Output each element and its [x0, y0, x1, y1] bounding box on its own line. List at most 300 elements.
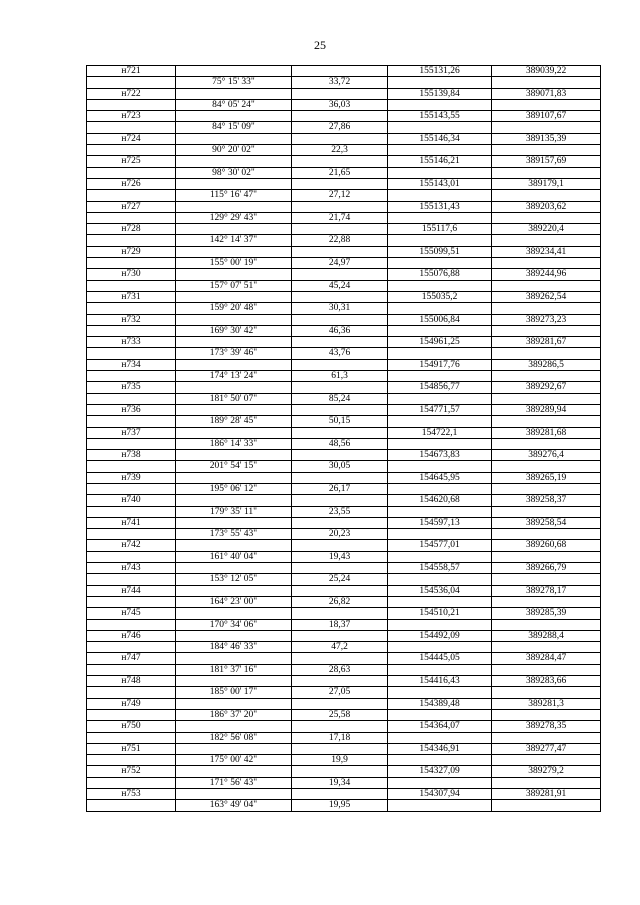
direction-angle-cell: 201° 54' 15": [176, 461, 292, 472]
point-row: [87, 427, 601, 438]
x-coordinate-cell-empty: [388, 393, 492, 404]
point-name-cell-empty: [87, 416, 176, 427]
point-name-cell-empty: [87, 506, 176, 517]
y-coordinate-cell-empty: [492, 416, 601, 427]
point-name-cell: н726: [87, 178, 176, 189]
segment-length-cell: 27,86: [292, 122, 388, 133]
angle-cell-empty: [176, 382, 292, 393]
segment-row: [87, 800, 601, 811]
angle-cell-empty: [176, 585, 292, 596]
segment-length-cell: 25,24: [292, 574, 388, 585]
direction-angle-cell: 153° 12' 05": [176, 574, 292, 585]
direction-angle-cell: 84° 15' 09": [176, 122, 292, 133]
length-cell-empty: [292, 789, 388, 800]
segment-row: [87, 574, 601, 585]
segment-row: [87, 258, 601, 269]
segment-row: [87, 325, 601, 336]
direction-angle-cell: 157° 07' 51": [176, 280, 292, 291]
direction-angle-cell: 159° 20' 48": [176, 303, 292, 314]
point-name-cell-empty: [87, 551, 176, 562]
angle-cell-empty: [176, 427, 292, 438]
point-name-cell: н748: [87, 676, 176, 687]
point-row: [87, 789, 601, 800]
point-name-cell-empty: [87, 574, 176, 585]
x-coordinate-cell-empty: [388, 483, 492, 494]
y-coordinate-cell-empty: [492, 212, 601, 223]
point-name-cell: н721: [87, 66, 176, 77]
direction-angle-cell: 186° 37' 20": [176, 709, 292, 720]
x-coordinate-cell-empty: [388, 212, 492, 223]
direction-angle-cell: 184° 46' 33": [176, 642, 292, 653]
point-name-cell: н727: [87, 201, 176, 212]
point-row: [87, 630, 601, 641]
x-coordinate-cell-empty: [388, 619, 492, 630]
x-coordinate-cell: 154673,83: [388, 450, 492, 461]
point-row: [87, 766, 601, 777]
point-row: [87, 563, 601, 574]
segment-length-cell: 85,24: [292, 393, 388, 404]
length-cell-empty: [292, 178, 388, 189]
direction-angle-cell: 115° 16' 47": [176, 190, 292, 201]
point-name-cell-empty: [87, 167, 176, 178]
y-coordinate-cell-empty: [492, 303, 601, 314]
point-name-cell-empty: [87, 77, 176, 88]
segment-length-cell: 61,3: [292, 371, 388, 382]
x-coordinate-cell-empty: [388, 145, 492, 156]
direction-angle-cell: 189° 28' 45": [176, 416, 292, 427]
page-number: 25: [314, 38, 326, 52]
y-coordinate-cell: 389286,5: [492, 359, 601, 370]
point-name-cell: н723: [87, 111, 176, 122]
point-name-cell-empty: [87, 212, 176, 223]
segment-row: [87, 99, 601, 110]
length-cell-empty: [292, 269, 388, 280]
x-coordinate-cell: 155146,34: [388, 133, 492, 144]
length-cell-empty: [292, 653, 388, 664]
x-coordinate-cell-empty: [388, 280, 492, 291]
angle-cell-empty: [176, 314, 292, 325]
segment-row: [87, 393, 601, 404]
point-name-cell: н753: [87, 789, 176, 800]
length-cell-empty: [292, 291, 388, 302]
point-row: [87, 246, 601, 257]
x-coordinate-cell: 154558,57: [388, 563, 492, 574]
x-coordinate-cell-empty: [388, 303, 492, 314]
x-coordinate-cell-empty: [388, 461, 492, 472]
x-coordinate-cell: 155006,84: [388, 314, 492, 325]
length-cell-empty: [292, 66, 388, 77]
y-coordinate-cell-empty: [492, 506, 601, 517]
segment-row: [87, 371, 601, 382]
point-name-cell-empty: [87, 755, 176, 766]
point-name-cell-empty: [87, 732, 176, 743]
x-coordinate-cell: 155099,51: [388, 246, 492, 257]
y-coordinate-cell-empty: [492, 190, 601, 201]
x-coordinate-cell-empty: [388, 325, 492, 336]
angle-cell-empty: [176, 608, 292, 619]
point-name-cell: н736: [87, 404, 176, 415]
y-coordinate-cell-empty: [492, 99, 601, 110]
angle-cell-empty: [176, 359, 292, 370]
point-name-cell: н747: [87, 653, 176, 664]
x-coordinate-cell: 155117,6: [388, 224, 492, 235]
point-row: [87, 111, 601, 122]
segment-row: [87, 642, 601, 653]
point-row: [87, 540, 601, 551]
angle-cell-empty: [176, 246, 292, 257]
direction-angle-cell: 90° 20' 02": [176, 145, 292, 156]
point-name-cell-empty: [87, 348, 176, 359]
segment-length-cell: 20,23: [292, 529, 388, 540]
direction-angle-cell: 164° 23' 00": [176, 596, 292, 607]
point-row: [87, 156, 601, 167]
direction-angle-cell: 161° 40' 04": [176, 551, 292, 562]
x-coordinate-cell-empty: [388, 99, 492, 110]
x-coordinate-cell-empty: [388, 190, 492, 201]
angle-cell-empty: [176, 337, 292, 348]
y-coordinate-cell-empty: [492, 77, 601, 88]
direction-angle-cell: 174° 13' 24": [176, 371, 292, 382]
segment-length-cell: 19,34: [292, 777, 388, 788]
x-coordinate-cell: 154856,77: [388, 382, 492, 393]
point-name-cell-empty: [87, 258, 176, 269]
y-coordinate-cell-empty: [492, 619, 601, 630]
x-coordinate-cell-empty: [388, 529, 492, 540]
length-cell-empty: [292, 517, 388, 528]
y-coordinate-cell: 389284,47: [492, 653, 601, 664]
point-name-cell-empty: [87, 642, 176, 653]
angle-cell-empty: [176, 743, 292, 754]
length-cell-empty: [292, 427, 388, 438]
length-cell-empty: [292, 314, 388, 325]
point-row: [87, 495, 601, 506]
direction-angle-cell: 175° 00' 42": [176, 755, 292, 766]
x-coordinate-cell-empty: [388, 416, 492, 427]
y-coordinate-cell-empty: [492, 371, 601, 382]
point-name-cell-empty: [87, 483, 176, 494]
angle-cell-empty: [176, 66, 292, 77]
x-coordinate-cell: 154917,76: [388, 359, 492, 370]
segment-length-cell: 46,36: [292, 325, 388, 336]
y-coordinate-cell: 389283,66: [492, 676, 601, 687]
y-coordinate-cell: 389244,96: [492, 269, 601, 280]
direction-angle-cell: 186° 14' 33": [176, 438, 292, 449]
y-coordinate-cell: 389279,2: [492, 766, 601, 777]
segment-row: [87, 348, 601, 359]
segment-row: [87, 235, 601, 246]
y-coordinate-cell: 389278,35: [492, 721, 601, 732]
x-coordinate-cell: 154961,25: [388, 337, 492, 348]
point-name-cell: н739: [87, 472, 176, 483]
y-coordinate-cell-empty: [492, 280, 601, 291]
length-cell-empty: [292, 676, 388, 687]
length-cell-empty: [292, 156, 388, 167]
y-coordinate-cell: 389258,54: [492, 517, 601, 528]
length-cell-empty: [292, 111, 388, 122]
y-coordinate-cell: 389262,54: [492, 291, 601, 302]
point-name-cell: н732: [87, 314, 176, 325]
point-row: [87, 608, 601, 619]
y-coordinate-cell-empty: [492, 755, 601, 766]
point-row: [87, 698, 601, 709]
point-row: [87, 676, 601, 687]
length-cell-empty: [292, 563, 388, 574]
length-cell-empty: [292, 495, 388, 506]
point-row: [87, 743, 601, 754]
length-cell-empty: [292, 721, 388, 732]
y-coordinate-cell: 389289,94: [492, 404, 601, 415]
point-row: [87, 359, 601, 370]
y-coordinate-cell: 389292,67: [492, 382, 601, 393]
segment-length-cell: 17,18: [292, 732, 388, 743]
point-row: [87, 517, 601, 528]
segment-length-cell: 45,24: [292, 280, 388, 291]
y-coordinate-cell-empty: [492, 551, 601, 562]
y-coordinate-cell: 389260,68: [492, 540, 601, 551]
y-coordinate-cell: 389273,23: [492, 314, 601, 325]
point-name-cell-empty: [87, 687, 176, 698]
length-cell-empty: [292, 133, 388, 144]
segment-row: [87, 483, 601, 494]
direction-angle-cell: 163° 49' 04": [176, 800, 292, 811]
y-coordinate-cell-empty: [492, 664, 601, 675]
x-coordinate-cell: 155146,21: [388, 156, 492, 167]
point-row: [87, 382, 601, 393]
segment-row: [87, 280, 601, 291]
y-coordinate-cell: 389266,79: [492, 563, 601, 574]
y-coordinate-cell-empty: [492, 800, 601, 811]
segment-row: [87, 122, 601, 133]
y-coordinate-cell: 389107,67: [492, 111, 601, 122]
point-name-cell-empty: [87, 529, 176, 540]
direction-angle-cell: 170° 34' 06": [176, 619, 292, 630]
x-coordinate-cell: 154722,1: [388, 427, 492, 438]
point-name-cell: н743: [87, 563, 176, 574]
angle-cell-empty: [176, 224, 292, 235]
point-name-cell: н722: [87, 88, 176, 99]
length-cell-empty: [292, 404, 388, 415]
y-coordinate-cell: 389281,91: [492, 789, 601, 800]
segment-row: [87, 416, 601, 427]
angle-cell-empty: [176, 156, 292, 167]
point-row: [87, 224, 601, 235]
y-coordinate-cell-empty: [492, 483, 601, 494]
segment-row: [87, 687, 601, 698]
y-coordinate-cell-empty: [492, 325, 601, 336]
segment-length-cell: 25,58: [292, 709, 388, 720]
coordinates-table-body: [87, 66, 601, 812]
y-coordinate-cell: 389276,4: [492, 450, 601, 461]
segment-length-cell: 22,88: [292, 235, 388, 246]
angle-cell-empty: [176, 698, 292, 709]
direction-angle-cell: 84° 05' 24": [176, 99, 292, 110]
segment-length-cell: 19,9: [292, 755, 388, 766]
angle-cell-empty: [176, 450, 292, 461]
length-cell-empty: [292, 88, 388, 99]
y-coordinate-cell-empty: [492, 687, 601, 698]
x-coordinate-cell: 155143,55: [388, 111, 492, 122]
segment-length-cell: 21,74: [292, 212, 388, 223]
y-coordinate-cell-empty: [492, 642, 601, 653]
y-coordinate-cell: 389234,41: [492, 246, 601, 257]
segment-length-cell: 43,76: [292, 348, 388, 359]
x-coordinate-cell: 155035,2: [388, 291, 492, 302]
direction-angle-cell: 195° 06' 12": [176, 483, 292, 494]
point-name-cell-empty: [87, 235, 176, 246]
y-coordinate-cell: 389157,69: [492, 156, 601, 167]
segment-row: [87, 664, 601, 675]
segment-length-cell: 19,43: [292, 551, 388, 562]
point-name-cell: н733: [87, 337, 176, 348]
point-row: [87, 450, 601, 461]
point-row: [87, 585, 601, 596]
point-name-cell: н734: [87, 359, 176, 370]
point-row: [87, 472, 601, 483]
angle-cell-empty: [176, 517, 292, 528]
direction-angle-cell: 182° 56' 08": [176, 732, 292, 743]
x-coordinate-cell-empty: [388, 438, 492, 449]
length-cell-empty: [292, 608, 388, 619]
angle-cell-empty: [176, 472, 292, 483]
point-name-cell-empty: [87, 393, 176, 404]
point-name-cell: н737: [87, 427, 176, 438]
segment-row: [87, 551, 601, 562]
coordinates-table: [86, 65, 601, 812]
y-coordinate-cell: 389203,62: [492, 201, 601, 212]
x-coordinate-cell-empty: [388, 755, 492, 766]
segment-length-cell: 18,37: [292, 619, 388, 630]
segment-length-cell: 48,56: [292, 438, 388, 449]
x-coordinate-cell-empty: [388, 551, 492, 562]
point-name-cell-empty: [87, 280, 176, 291]
y-coordinate-cell: 389179,1: [492, 178, 601, 189]
y-coordinate-cell-empty: [492, 235, 601, 246]
x-coordinate-cell: 154416,43: [388, 676, 492, 687]
angle-cell-empty: [176, 676, 292, 687]
direction-angle-cell: 171° 56' 43": [176, 777, 292, 788]
y-coordinate-cell-empty: [492, 258, 601, 269]
x-coordinate-cell-empty: [388, 596, 492, 607]
point-name-cell-empty: [87, 800, 176, 811]
segment-row: [87, 777, 601, 788]
segment-row: [87, 732, 601, 743]
angle-cell-empty: [176, 88, 292, 99]
segment-row: [87, 755, 601, 766]
point-name-cell-empty: [87, 461, 176, 472]
point-name-cell: н724: [87, 133, 176, 144]
direction-angle-cell: 142° 14' 37": [176, 235, 292, 246]
segment-length-cell: 19,95: [292, 800, 388, 811]
direction-angle-cell: 179° 35' 11": [176, 506, 292, 517]
x-coordinate-cell: 154346,91: [388, 743, 492, 754]
segment-row: [87, 529, 601, 540]
length-cell-empty: [292, 630, 388, 641]
length-cell-empty: [292, 201, 388, 212]
segment-row: [87, 461, 601, 472]
point-name-cell: н738: [87, 450, 176, 461]
x-coordinate-cell-empty: [388, 371, 492, 382]
point-row: [87, 653, 601, 664]
angle-cell-empty: [176, 201, 292, 212]
x-coordinate-cell: 154307,94: [388, 789, 492, 800]
x-coordinate-cell-empty: [388, 122, 492, 133]
length-cell-empty: [292, 472, 388, 483]
point-row: [87, 269, 601, 280]
segment-row: [87, 77, 601, 88]
angle-cell-empty: [176, 789, 292, 800]
segment-row: [87, 190, 601, 201]
point-row: [87, 721, 601, 732]
x-coordinate-cell: 154445,05: [388, 653, 492, 664]
y-coordinate-cell: 389135,39: [492, 133, 601, 144]
y-coordinate-cell-empty: [492, 167, 601, 178]
length-cell-empty: [292, 743, 388, 754]
x-coordinate-cell: 154327,09: [388, 766, 492, 777]
y-coordinate-cell: 389288,4: [492, 630, 601, 641]
segment-row: [87, 212, 601, 223]
segment-length-cell: 36,03: [292, 99, 388, 110]
segment-length-cell: 27,12: [292, 190, 388, 201]
point-name-cell-empty: [87, 190, 176, 201]
x-coordinate-cell-empty: [388, 709, 492, 720]
x-coordinate-cell-empty: [388, 258, 492, 269]
point-name-cell: н740: [87, 495, 176, 506]
x-coordinate-cell: 154771,57: [388, 404, 492, 415]
point-name-cell: н741: [87, 517, 176, 528]
x-coordinate-cell: 155139,84: [388, 88, 492, 99]
x-coordinate-cell-empty: [388, 642, 492, 653]
y-coordinate-cell-empty: [492, 393, 601, 404]
x-coordinate-cell: 155143,01: [388, 178, 492, 189]
direction-angle-cell: 169° 30' 42": [176, 325, 292, 336]
angle-cell-empty: [176, 563, 292, 574]
y-coordinate-cell-empty: [492, 438, 601, 449]
segment-length-cell: 50,15: [292, 416, 388, 427]
segment-length-cell: 33,72: [292, 77, 388, 88]
y-coordinate-cell: 389285,39: [492, 608, 601, 619]
point-row: [87, 201, 601, 212]
point-name-cell: н729: [87, 246, 176, 257]
y-coordinate-cell-empty: [492, 122, 601, 133]
segment-length-cell: 22,3: [292, 145, 388, 156]
point-name-cell: н751: [87, 743, 176, 754]
y-coordinate-cell: 389277,47: [492, 743, 601, 754]
point-name-cell-empty: [87, 145, 176, 156]
y-coordinate-cell: 389258,37: [492, 495, 601, 506]
x-coordinate-cell: 154389,48: [388, 698, 492, 709]
segment-length-cell: 24,97: [292, 258, 388, 269]
y-coordinate-cell: 389039,22: [492, 66, 601, 77]
angle-cell-empty: [176, 269, 292, 280]
x-coordinate-cell-empty: [388, 235, 492, 246]
y-coordinate-cell: 389281,67: [492, 337, 601, 348]
angle-cell-empty: [176, 404, 292, 415]
x-coordinate-cell-empty: [388, 664, 492, 675]
point-row: [87, 337, 601, 348]
point-name-cell-empty: [87, 303, 176, 314]
angle-cell-empty: [176, 766, 292, 777]
length-cell-empty: [292, 698, 388, 709]
y-coordinate-cell-empty: [492, 461, 601, 472]
direction-angle-cell: 173° 39' 46": [176, 348, 292, 359]
direction-angle-cell: 185° 00' 17": [176, 687, 292, 698]
segment-row: [87, 167, 601, 178]
x-coordinate-cell: 155131,43: [388, 201, 492, 212]
point-name-cell-empty: [87, 325, 176, 336]
point-name-cell: н742: [87, 540, 176, 551]
length-cell-empty: [292, 540, 388, 551]
y-coordinate-cell-empty: [492, 574, 601, 585]
